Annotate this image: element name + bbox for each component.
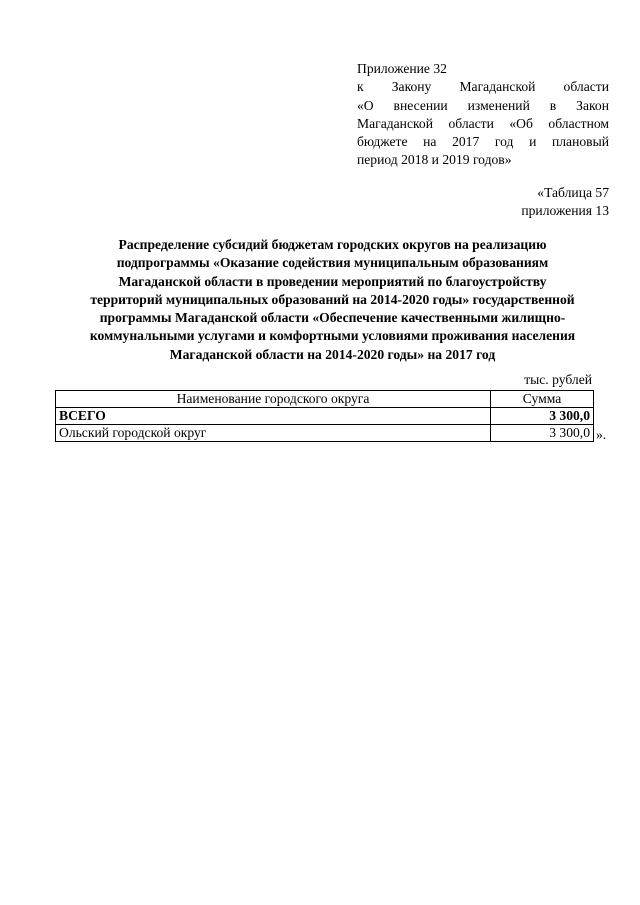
- closing-quote: ».: [596, 427, 607, 442]
- header-district-name: Наименование городского округа: [56, 391, 491, 408]
- document-title: [55, 236, 610, 364]
- table-header-row: [56, 391, 594, 408]
- title-line: коммунальными услугами и комфортными условиями проживания населения: [89, 328, 576, 344]
- appendix-line: период 2018 и 2019 годов»: [357, 152, 512, 168]
- subsidy-table: [55, 390, 594, 442]
- title-line: Магаданской области в проведении мероприятий по благоустройству: [118, 273, 547, 289]
- appendix-line: к Закону Магаданской области: [357, 79, 609, 95]
- cell-sum: 3 300,0: [491, 425, 594, 442]
- appendix-block: [357, 60, 609, 170]
- table-row: [56, 425, 594, 442]
- appendix-line: бюджете на 2017 год и плановый: [357, 134, 609, 150]
- appendix-line: Магаданской области «Об областном: [357, 115, 609, 131]
- cell-sum: 3 300,0: [491, 408, 594, 425]
- title-line: Распределение субсидий бюджетам городских округов на реализацию: [118, 237, 547, 252]
- title-line: подпрограммы «Оказание содействия муниципальным образованиям: [116, 255, 549, 271]
- table-reference-number: «Таблица 57: [537, 185, 609, 200]
- table-reference: [521, 184, 609, 221]
- header-sum: Сумма: [491, 391, 594, 408]
- appendix-line: «О внесении изменений в Закон: [357, 97, 609, 113]
- title-line: Магаданской области на 2014-2020 годы» на 2017 год: [169, 346, 496, 362]
- table-row-total: [56, 408, 594, 425]
- units-label: тыс. рублей: [524, 372, 592, 387]
- title-line: территорий муниципальных образований на 2014-2020 годы» государственной: [90, 291, 575, 307]
- cell-name: Ольский городской округ: [56, 425, 491, 442]
- table-reference-appendix: приложения 13: [521, 203, 609, 219]
- title-line: программы Магаданской области «Обеспечение качественными жилищно-: [99, 310, 566, 326]
- cell-name: ВСЕГО: [56, 408, 491, 425]
- appendix-line: Приложение 32: [357, 61, 447, 76]
